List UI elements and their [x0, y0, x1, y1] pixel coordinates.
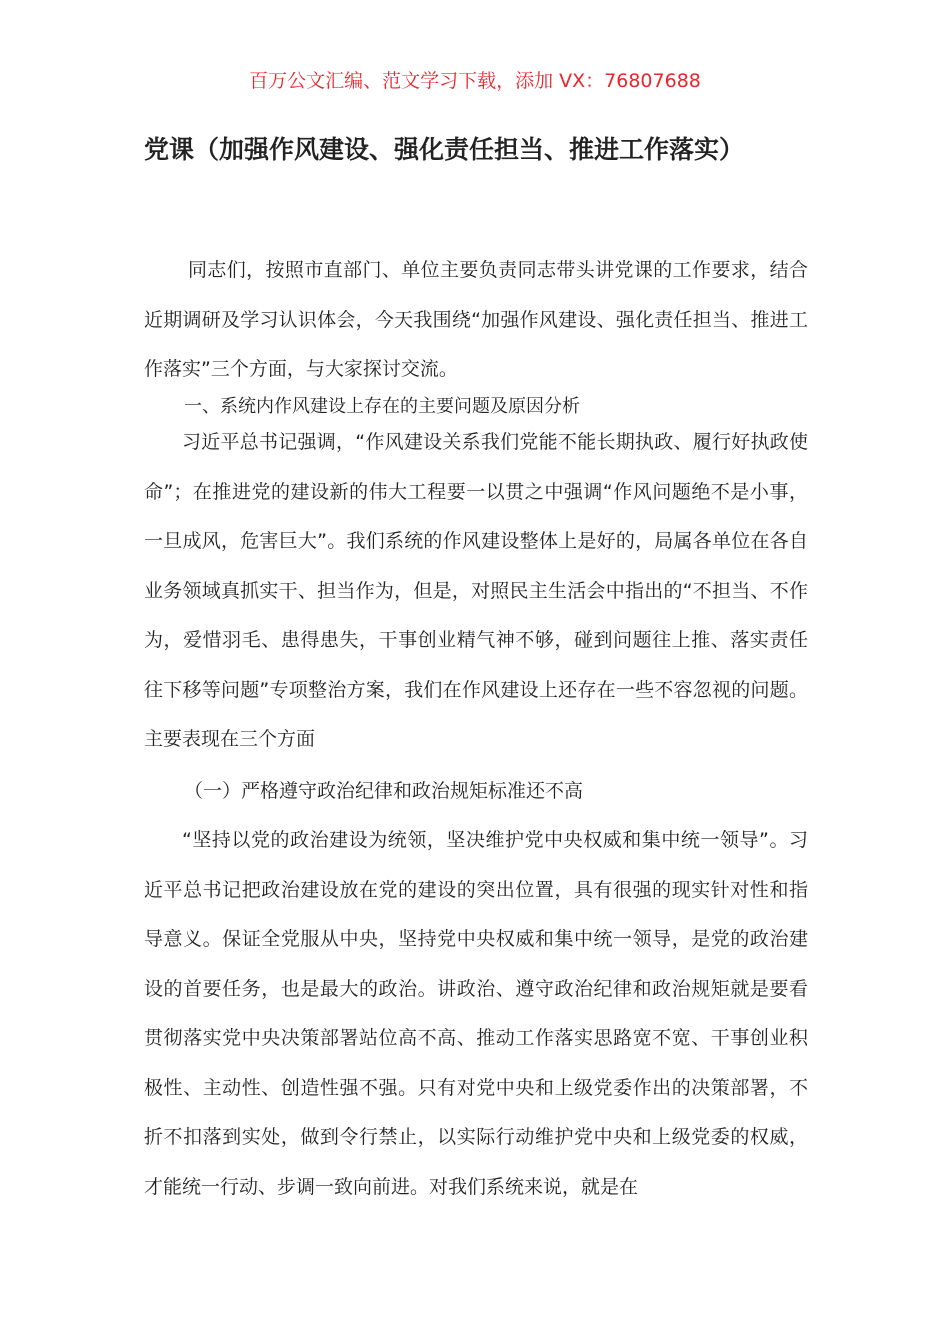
- document-title: 党课（加强作风建设、强化责任担当、推进工作落实）: [144, 135, 745, 164]
- intro-paragraph: 同志们，按照市直部门、单位主要负责同志带头讲党课的工作要求，结合近期调研及学习认识体会，今天我围绕“加强作风建设、强化责任担当、推进工作落实”三个方面，与大家探讨交流。: [144, 259, 808, 380]
- watermark-banner: 百万公文汇编、范文学习下载，添加 VX：76807688: [249, 70, 701, 92]
- section-paragraph: 习近平总书记强调，“作风建设关系我们党能不能长期执政、履行好执政使命”；在推进党的建设新的伟大工程要一以贯之中强调“作风问题绝不是小事，一旦成风，危害巨大”。我们系统的作风建设整体上是好的，局属各单位在各自业务领域真抓实干、担当作为，但是，对照民主生活会中指出的“不担当、不作为，爱惜羽毛、患得患失，干事创业精气神不够，碰到问题往上推、落实责任往下移等问题”专项整治方案，我们在作风建设上还存在一些不容忽视的问题。主要表现在三个方面: [144, 431, 808, 750]
- subsection-heading: （一）严格遵守政治纪律和政治规矩标准还不高: [184, 780, 584, 802]
- subsection-paragraph: “坚持以党的政治建设为统领，坚决维护党中央权威和集中统一领导”。习近平总书记把政治建设放在党的建设的突出位置，具有很强的现实针对性和指导意义。保证全党服从中央，坚持党中央权威和集中统一领导，是党的政治建设的首要任务，也是最大的政治。讲政治、遵守政治纪律和政治规矩就是要看贯彻落实党中央决策部署站位高不高、推动工作落实思路宽不宽、干事创业积极性、主动性、创造性强不强。只有对党中央和上级党委作出的决策部署，不折不扣落到实处，做到令行禁止，以实际行动维护党中央和上级党委的权威，才能统一行动、步调一致向前进。对我们系统来说，就是在: [144, 829, 808, 1198]
- section-heading: 一、系统内作风建设上存在的主要问题及原因分析: [184, 396, 580, 417]
